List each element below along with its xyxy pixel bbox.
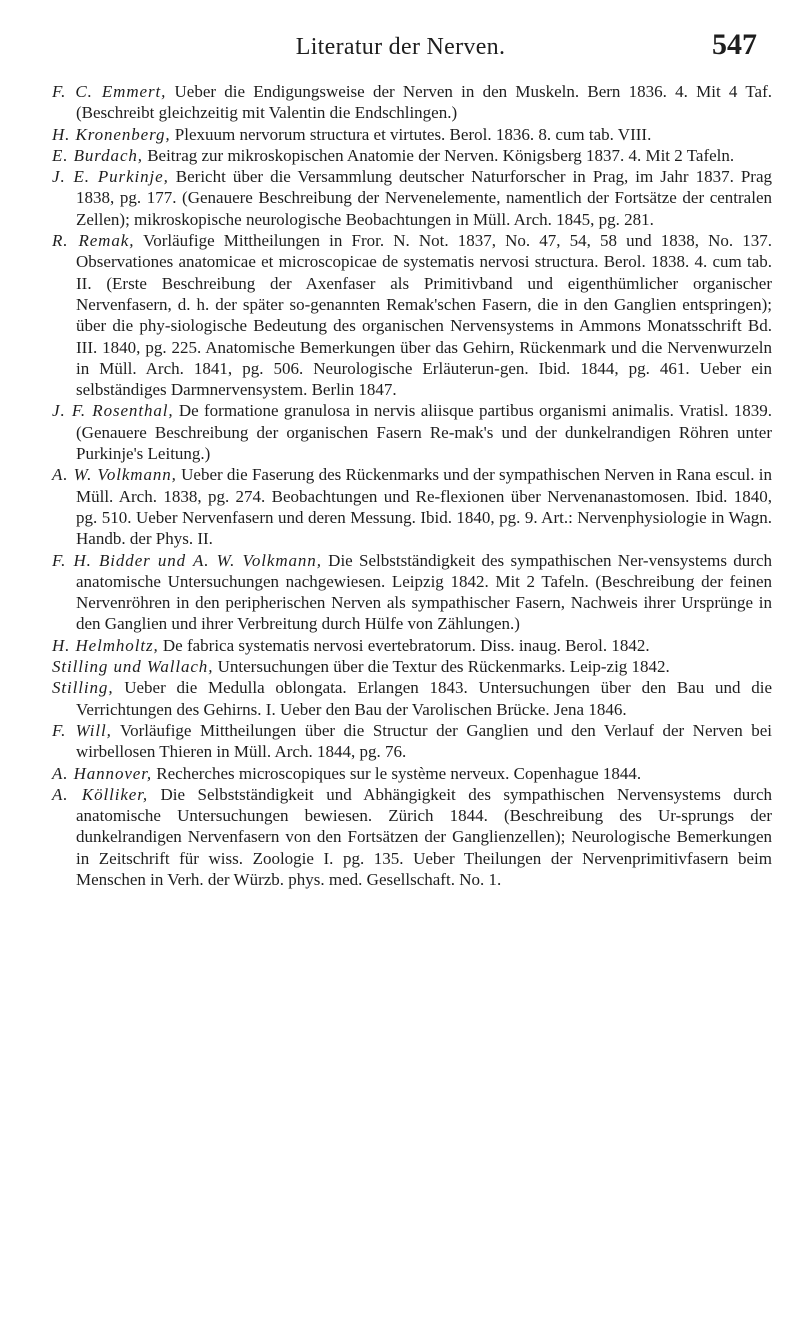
entry-text: Untersuchungen über die Textur des Rückenmarks. Leip-zig 1842. [213,657,670,677]
bibliography-entry [52,230,772,400]
bibliography-entry [52,166,772,230]
entry-author: J. E. Purkinje, [52,167,169,187]
entry-text: Ueber die Medulla oblongata. Erlangen 1843. Untersuchungen über den Bau und die Verrichtungen des Gehirns. I. Ueber den Bau der Varolischen Brücke. Jena 1846. [76,678,772,719]
entry-text: Beitrag zur mikroskopischen Anatomie der Nerven. Königsberg 1837. 4. Mit 2 Tafeln. [142,145,735,165]
running-title: Literatur der Nerven. [295,34,506,60]
entry-text: Ueber die Endigungsweise der Nerven in den Muskeln. Bern 1836. 4. Mit 4 Taf. (Beschreibt gleichzeitig mit Valentin die Endschlingen.) [76,82,772,123]
entry-text: Vorläufige Mittheilungen in Fror. N. Not. 1837, No. 47, 54, 58 und 1838, No. 137. Observationes anatomicae et microscopicae de systematis nervosi structura. Berol. 1838. 4. cum tab. II. (Erste Beschreibung der Axenfaser als Primitivband und eigenthümlicher organischer Nervenfasern, d. h. der später so-genannten Remak'schen Fasern, die in den Ganglien entspringen); über die phy-siologische Bedeutung des organischen Nervensystems in Ammons Monatsschrift Bd. III. 1840, pg. 225. Anatomische Bemerkungen über das Gehirn, Rückenmark und die Nervenwurzeln in Müll. Arch. 1841, pg. 506. Neurologische Erläuterun-gen. Ibid. 1844, pg. 461. Ueber ein selbständiges Darmnervensystem. Berlin 1847. [76,231,772,400]
bibliography-entry [52,677,772,720]
entry-text: Die Selbstständigkeit und Abhängigkeit des sympathischen Nervensystems durch anatomische Untersuchungen bewiesen. Zürich 1844. (Beschreibung des Ur-sprungs der dunkelrandigen Nervenfasern von den Fortsätzen der Ganglienzellen); Neurologische Bemerkungen in Zeitschrift für wiss. Zoologie I. pg. 135. Ueber Theilungen der Nervenprimitivfasern beim Menschen in Verh. der Würzb. phys. med. Gesellschaft. No. 1. [76,784,773,889]
entry-author: H. Kronenberg, [52,124,171,144]
bibliography-entry [52,763,772,784]
bibliography-entry [52,400,772,464]
entry-author: A. W. Volkmann, [52,465,177,485]
bibliography-entry [52,550,772,635]
entry-author: A. Hannover, [52,763,153,783]
bibliography-entry [52,784,772,890]
entry-author: F. Will, [52,720,112,740]
page-header [0,28,801,68]
entry-text: Bericht über die Versammlung deutscher Naturforscher in Prag, im Jahr 1837. Prag 1838, pg. 177. (Genauere Beschreibung der Nervenelemente, namentlich der Fortsätze der centralen Zellen); mikroskopische neurologische Beobachtungen in Müll. Arch. 1845, pg. 281. [76,167,773,229]
entry-text: De fabrica systematis nervosi evertebratorum. Diss. inaug. Berol. 1842. [158,635,650,655]
page-number: 547 [712,28,757,61]
entry-author: F. C. Emmert, [52,82,167,101]
bibliography-entry [52,656,772,677]
entry-author: Stilling, [52,678,114,698]
entry-author: J. F. Rosenthal, [52,401,174,421]
entry-text: Vorläufige Mittheilungen über die Structur der Ganglien und den Verlauf der Nerven bei wirbellosen Thieren in Müll. Arch. 1844, pg. 76. [76,720,772,762]
bibliography-entry [52,124,772,145]
entry-text: De formatione granulosa in nervis aliisque partibus organismi animalis. Vratisl. 1839. (Genauere Beschreibung der organischen Fasern Re-mak's und der dunkelrandigen Röhren unter Purkinje's Leitung.) [76,401,772,464]
entry-author: R. Remak, [52,231,135,251]
entry-author: E. Burdach, [52,145,143,165]
bibliography-entry [52,635,772,656]
entry-author: Stilling und Wallach, [52,657,214,677]
bibliography-entry [52,81,772,124]
entry-text: Die Selbstständigkeit des sympathischen Ner-vensystems durch anatomische Untersuchungen nachgewiesen. Leipzig 1842. Mit 2 Tafeln. (Beschreibung der feinen Nervenröhren in den peripherischen Nerven als sympathischer Fasern, Nachweis ihrer Ursprünge in den Ganglien und ihrer Verbreitung durch Hülfe von Zählungen.) [76,550,772,634]
bibliography-entry [52,464,772,549]
entry-text: Plexuum nervorum structura et virtutes. Berol. 1836. 8. cum tab. VIII. [170,124,652,144]
bibliography-entry [52,145,772,166]
entry-author: F. H. Bidder und A. W. Volkmann, [52,550,322,570]
entry-author: H. Helmholtz, [52,635,159,655]
entry-author: A. Kölliker, [52,784,149,804]
bibliography-list [52,81,772,890]
entry-text: Recherches microscopiques sur le système nerveux. Copenhague 1844. [152,763,642,783]
entry-text: Ueber die Faserung des Rückenmarks und der sympathischen Nerven in Rana escul. in Müll. Arch. 1838, pg. 274. Beobachtungen und Re-flexionen über Nervenanastomosen. Ibid. 1840, pg. 510. Ueber Nervenfasern und deren Messung. Ibid. 1840, pg. 9. Art.: Nervenphysiologie in Wagn. Handb. der Phys. II. [76,465,773,549]
bibliography-entry [52,720,772,763]
